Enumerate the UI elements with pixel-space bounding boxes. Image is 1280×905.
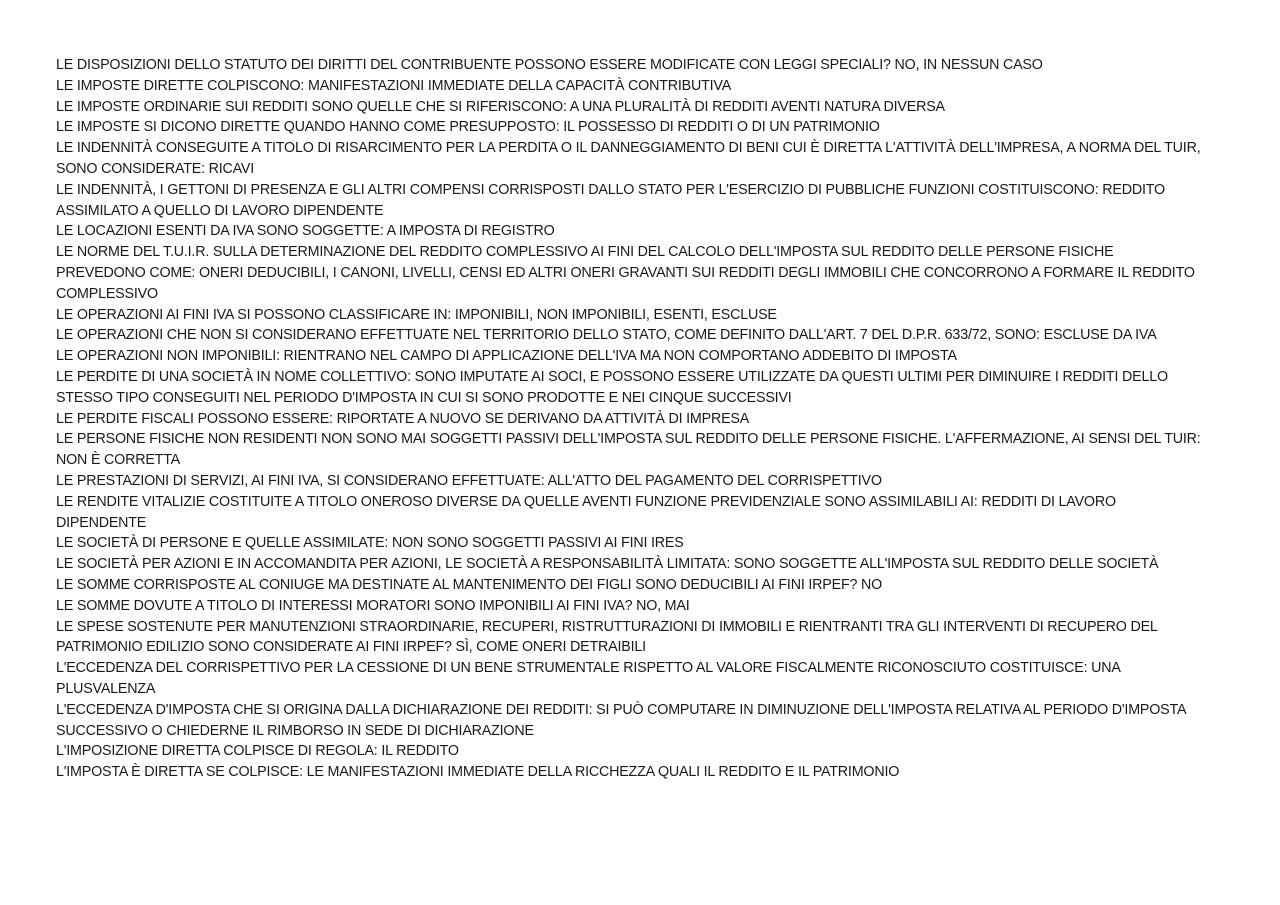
qa-entry: LE NORME DEL T.U.I.R. SULLA DETERMINAZIONE DEL REDDITO COMPLESSIVO AI FINI DEL CALCOLO DELL'IMPOSTA SUL REDDITO DELLE PERSONE FISICHE PREVEDONO COME: ONERI DEDUCIBILI, I CANONI, LIVELLI, CENSI ED ALTRI ONERI GRAVANTI SUI REDDITI DEGLI IMMOBILI CHE CONCORRONO A FORMARE IL REDDITO COMPLESSIVO — [56, 244, 1195, 302]
qa-entry: LE OPERAZIONI NON IMPONIBILI: RIENTRANO NEL CAMPO DI APPLICAZIONE DELL'IVA MA NON COMPORTANO ADDEBITO DI IMPOSTA — [56, 348, 957, 365]
qa-entry: LE PERDITE DI UNA SOCIETÀ IN NOME COLLETTIVO: SONO IMPUTATE AI SOCI, E POSSONO ESSERE UTILIZZATE DA QUESTI ULTIMI PER DIMINUIRE I REDDITI DELLO STESSO TIPO CONSEGUITI NEL PERIODO D'IMPOSTA IN CUI SI SONO PRODOTTE E NEI CINQUE SUCCESSIVI — [56, 368, 1168, 406]
qa-entry: LE OPERAZIONI AI FINI IVA SI POSSONO CLASSIFICARE IN: IMPONIBILI, NON IMPONIBILI, ESENTI, ESCLUSE — [56, 306, 777, 323]
qa-entry: L'IMPOSTA È DIRETTA SE COLPISCE: LE MANIFESTAZIONI IMMEDIATE DELLA RICCHEZZA QUALI IL REDDITO E IL PATRIMONIO — [56, 764, 900, 781]
qa-entry: LE IMPOSTE ORDINARIE SUI REDDITI SONO QUELLE CHE SI RIFERISCONO: A UNA PLURALITÀ DI REDDITI AVENTI NATURA DIVERSA — [56, 98, 945, 115]
document-page — [56, 55, 1202, 783]
qa-entry: L'IMPOSIZIONE DIRETTA COLPISCE DI REGOLA: IL REDDITO — [56, 743, 459, 760]
qa-entry: LE SOMME DOVUTE A TITOLO DI INTERESSI MORATORI SONO IMPONIBILI AI FINI IVA? NO, MAI — [56, 597, 690, 614]
qa-entry: LE OPERAZIONI CHE NON SI CONSIDERANO EFFETTUATE NEL TERRITORIO DELLO STATO, COME DEFINITO DALL'ART. 7 DEL D.P.R. 633/72, SONO: ESCLUSE DA IVA — [56, 327, 1157, 344]
qa-entry: LE PERSONE FISICHE NON RESIDENTI NON SONO MAI SOGGETTI PASSIVI DELL'IMPOSTA SUL REDDITO DELLE PERSONE FISICHE. L'AFFERMAZIONE, AI SENSI DEL TUIR: NON È CORRETTA — [56, 431, 1201, 469]
qa-entry: L'ECCEDENZA DEL CORRISPETTIVO PER LA CESSIONE DI UN BENE STRUMENTALE RISPETTO AL VALORE FISCALMENTE RICONOSCIUTO COSTITUISCE: UNA PLUSVALENZA — [56, 660, 1120, 697]
qa-entry: LE SPESE SOSTENUTE PER MANUTENZIONI STRAORDINARIE, RECUPERI, RISTRUTTURAZIONI DI IMMOBILI E RIENTRANTI TRA GLI INTERVENTI DI RECUPERO DEL PATRIMONIO EDILIZIO SONO CONSIDERATE AI FINI IRPEF? SÌ, COME ONERI DETRAIBILI — [56, 618, 1158, 656]
qa-entry: L'ECCEDENZA D'IMPOSTA CHE SI ORIGINA DALLA DICHIARAZIONE DEI REDDITI: SI PUÒ COMPUTARE IN DIMINUZIONE DELL'IMPOSTA RELATIVA AL PERIODO D'IMPOSTA SUCCESSIVO O CHIEDERNE IL RIMBORSO IN SEDE DI DICHIARAZIONE — [56, 701, 1186, 739]
qa-entry: LE DISPOSIZIONI DELLO STATUTO DEI DIRITTI DEL CONTRIBUENTE POSSONO ESSERE MODIFICATE CON LEGGI SPECIALI? NO, IN NESSUN CASO — [56, 57, 1043, 73]
qa-entry: LE RENDITE VITALIZIE COSTITUITE A TITOLO ONEROSO DIVERSE DA QUELLE AVENTI FUNZIONE PREVIDENZIALE SONO ASSIMILABILI AI: REDDITI DI LAVORO DIPENDENTE — [56, 493, 1116, 531]
qa-entry: LE PRESTAZIONI DI SERVIZI, AI FINI IVA, SI CONSIDERANO EFFETTUATE: ALL'ATTO DEL PAGAMENTO DEL CORRISPETTIVO — [56, 472, 882, 489]
qa-entry: LE INDENNITÀ, I GETTONI DI PRESENZA E GLI ALTRI COMPENSI CORRISPOSTI DALLO STATO PER L'ESERCIZIO DI PUBBLICHE FUNZIONI COSTITUISCONO: REDDITO ASSIMILATO A QUELLO DI LAVORO DIPENDENTE — [56, 181, 1165, 219]
qa-entry: LE SOMME CORRISPOSTE AL CONIUGE MA DESTINATE AL MANTENIMENTO DEI FIGLI SONO DEDUCIBILI AI FINI IRPEF? NO — [56, 576, 883, 593]
qa-entry: LE LOCAZIONI ESENTI DA IVA SONO SOGGETTE: A IMPOSTA DI REGISTRO — [56, 223, 555, 240]
qa-entry: LE SOCIETÀ DI PERSONE E QUELLE ASSIMILATE: NON SONO SOGGETTI PASSIVI AI FINI IRES — [56, 535, 684, 552]
qa-entry: LE IMPOSTE SI DICONO DIRETTE QUANDO HANNO COME PRESUPPOSTO: IL POSSESSO DI REDDITI O DI UN PATRIMONIO — [56, 119, 880, 136]
qa-entry: LE INDENNITÀ CONSEGUITE A TITOLO DI RISARCIMENTO PER LA PERDITA O IL DANNEGGIAMENTO DI BENI CUI È DIRETTA L'ATTIVITÀ DELL'IMPRESA, A NORMA DEL TUIR, SONO CONSIDERATE: RICAVI — [56, 140, 1201, 177]
qa-entry: LE IMPOSTE DIRETTE COLPISCONO: MANIFESTAZIONI IMMEDIATE DELLA CAPACITÀ CONTRIBUTIVA — [56, 77, 732, 94]
qa-entry: LE SOCIETÀ PER AZIONI E IN ACCOMANDITA PER AZIONI, LE SOCIETÀ A RESPONSABILITÀ LIMITATA: SONO SOGGETTE ALL'IMPOSTA SUL REDDITO DELLE SOCIETÀ — [56, 556, 1159, 573]
qa-entry: LE PERDITE FISCALI POSSONO ESSERE: RIPORTATE A NUOVO SE DERIVANO DA ATTIVITÀ DI IMPRESA — [56, 410, 750, 427]
